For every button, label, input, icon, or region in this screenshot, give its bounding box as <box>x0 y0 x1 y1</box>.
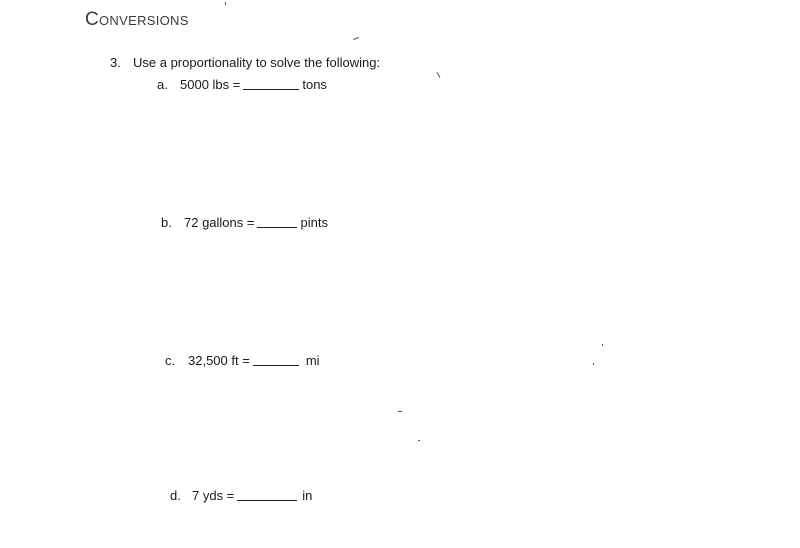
problem-c-expression: 32,500 ft = <box>188 353 250 368</box>
problem-b <box>161 214 328 230</box>
problem-a-expression: 5000 lbs = <box>180 77 241 92</box>
problem-a <box>157 76 327 92</box>
problem-c-answer-blank[interactable] <box>253 353 299 366</box>
problem-a-answer-blank[interactable] <box>243 77 299 90</box>
scan-speck <box>593 363 594 365</box>
problem-d <box>170 487 312 503</box>
question-text: Use a proportionality to solve the following: <box>133 55 381 70</box>
scan-speck <box>437 72 441 78</box>
question-number: 3. <box>110 55 121 70</box>
problem-b-answer-blank[interactable] <box>257 215 297 228</box>
problem-d-unit: in <box>302 488 313 503</box>
problem-a-letter: a. <box>157 77 168 92</box>
problem-a-unit: tons <box>302 77 327 92</box>
problem-c-unit: mi <box>305 353 320 368</box>
page-title: Conversions <box>85 9 189 30</box>
problem-d-expression: 7 yds = <box>192 488 235 503</box>
scan-speck <box>225 2 226 5</box>
problem-c <box>165 352 320 368</box>
problem-c-letter: c. <box>165 353 176 368</box>
problem-b-letter: b. <box>161 215 172 230</box>
scan-speck <box>418 440 420 441</box>
scan-speck <box>602 344 603 346</box>
problem-b-unit: pints <box>300 215 328 230</box>
problem-d-letter: d. <box>170 488 181 503</box>
scan-speck <box>353 37 359 40</box>
problem-b-expression: 72 gallons = <box>184 215 255 230</box>
scan-speck <box>398 411 402 412</box>
problem-d-answer-blank[interactable] <box>237 488 297 501</box>
